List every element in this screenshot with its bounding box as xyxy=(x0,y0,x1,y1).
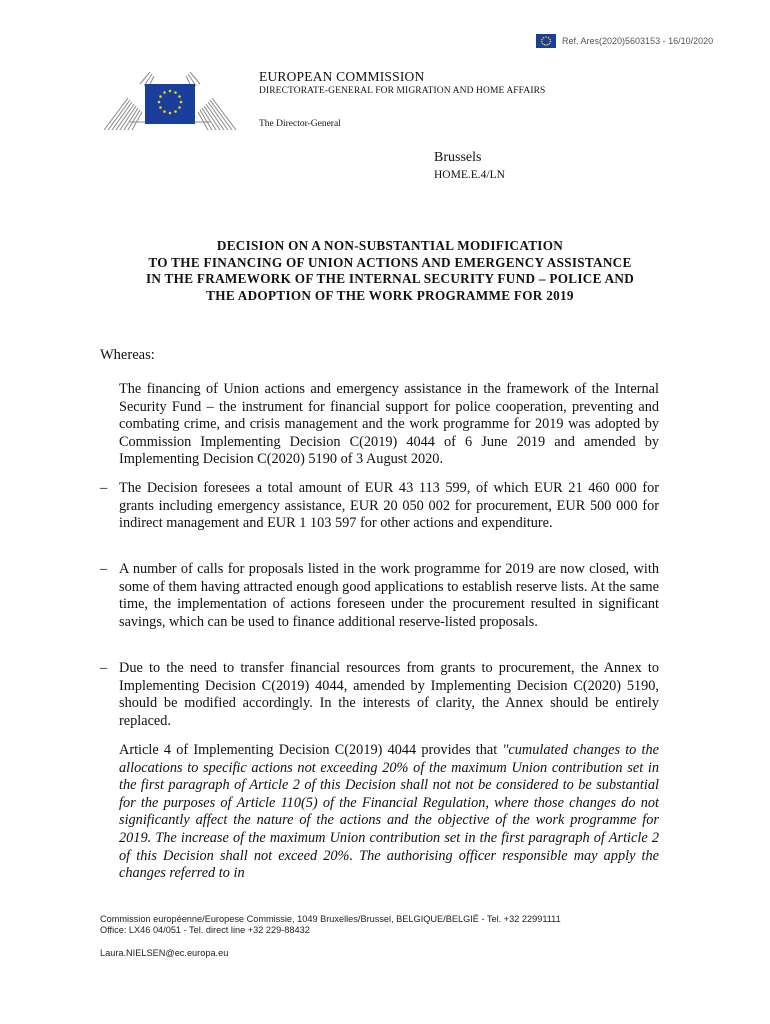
directorate-name: DIRECTORATE-GENERAL FOR MIGRATION AND HOME AFFAIRS xyxy=(259,86,546,96)
document-title xyxy=(100,238,680,304)
bullet-paragraph-3: Due to the need to transfer financial resources from grants to procurement, the Annex to Implementing Decision C(2019) 4044, amended by Implementing Decision C(2020) 5190, should be modified accordingly. In the interests of clarity, the Annex should be entirely replaced. xyxy=(119,660,659,729)
city: Brussels xyxy=(434,150,482,165)
title-line: IN THE FRAMEWORK OF THE INTERNAL SECURITY FUND – POLICE AND xyxy=(145,271,635,287)
bullet-paragraph-1: The Decision foresees a total amount of EUR 43 113 599, of which EUR 21 460 000 for grants including emergency assistance, EUR 20 050 002 for procurement, EUR 500 000 for indirect management and EUR 1 103 597 for other actions and expenditure. xyxy=(119,480,659,532)
eu-flag-icon xyxy=(536,34,556,48)
footer-address xyxy=(100,914,561,935)
whereas-label: Whereas: xyxy=(100,347,155,363)
bullet-mark: – xyxy=(100,660,108,676)
reference-stamp xyxy=(536,34,713,48)
paragraph-1: The financing of Union actions and emergency assistance in the framework of the Internal Security Fund – the instrument for financial support for police cooperation, preventing and combating crime, and crisis management and the work programme for 2019 was adopted by Commission Implementing Decision C(2019) 4044 of 6 June 2019 and amended by Implementing Decision C(2020) 5190 of 3 August 2020. xyxy=(119,381,659,468)
title-line: DECISION ON A NON-SUBSTANTIAL MODIFICATION xyxy=(216,238,564,253)
bullet-mark: – xyxy=(100,561,108,577)
contact-email[interactable]: Laura.NIELSEN@ec.europa.eu xyxy=(100,948,229,958)
title-line: TO THE FINANCING OF UNION ACTIONS AND EMERGENCY ASSISTANCE xyxy=(148,254,632,270)
paragraph-article-4 xyxy=(119,742,659,883)
organisation-name: EUROPEAN COMMISSION xyxy=(259,69,425,84)
title-line: THE ADOPTION OF THE WORK PROGRAMME FOR 2019 xyxy=(206,287,574,303)
reference-number: Ref. Ares(2020)5603153 - 16/10/2020 xyxy=(562,36,714,46)
bullet-paragraph-2: A number of calls for proposals listed in the work programme for 2019 are now closed, with some of them having attracted enough good applications to establish reserve lists. At the same time, the implementation of actions foreseen under the procurement resulted in significant savings, which can be used to finance additional reserve-listed proposals. xyxy=(119,561,659,630)
european-commission-logo xyxy=(100,62,240,134)
bullet-mark: – xyxy=(100,480,108,496)
article-quote: "cumulated changes to the allocations to specific actions not exceeding 20% of the maximum Union contribution set in the first paragraph of Article 2 of this Decision shall not not be considered to be substantial for the purposes of Article 110(5) of the Financial Regulation, where those changes do not significantly affect the nature of the actions and the objective of the work programme for 2019. The increase of the maximum Union contribution set in the first paragraph of Article 2 of this Decision shall not exceed 20%. The authorising officer responsible may apply the changes referred to in xyxy=(119,742,659,882)
director-title: The Director-General xyxy=(259,119,341,129)
reference-code: HOME.E.4/LN xyxy=(434,169,505,181)
paragraph-intro: Article 4 of Implementing Decision C(2019) 4044 provides that xyxy=(119,742,503,758)
footer-line: Commission européenne/Europese Commissie, 1049 Bruxelles/Brussel, BELGIQUE/BELGIË - Tel. +32 22991111 xyxy=(100,914,561,924)
footer-line: Office: LX46 04/051 - Tel. direct line +32 229-88432 xyxy=(100,924,310,935)
